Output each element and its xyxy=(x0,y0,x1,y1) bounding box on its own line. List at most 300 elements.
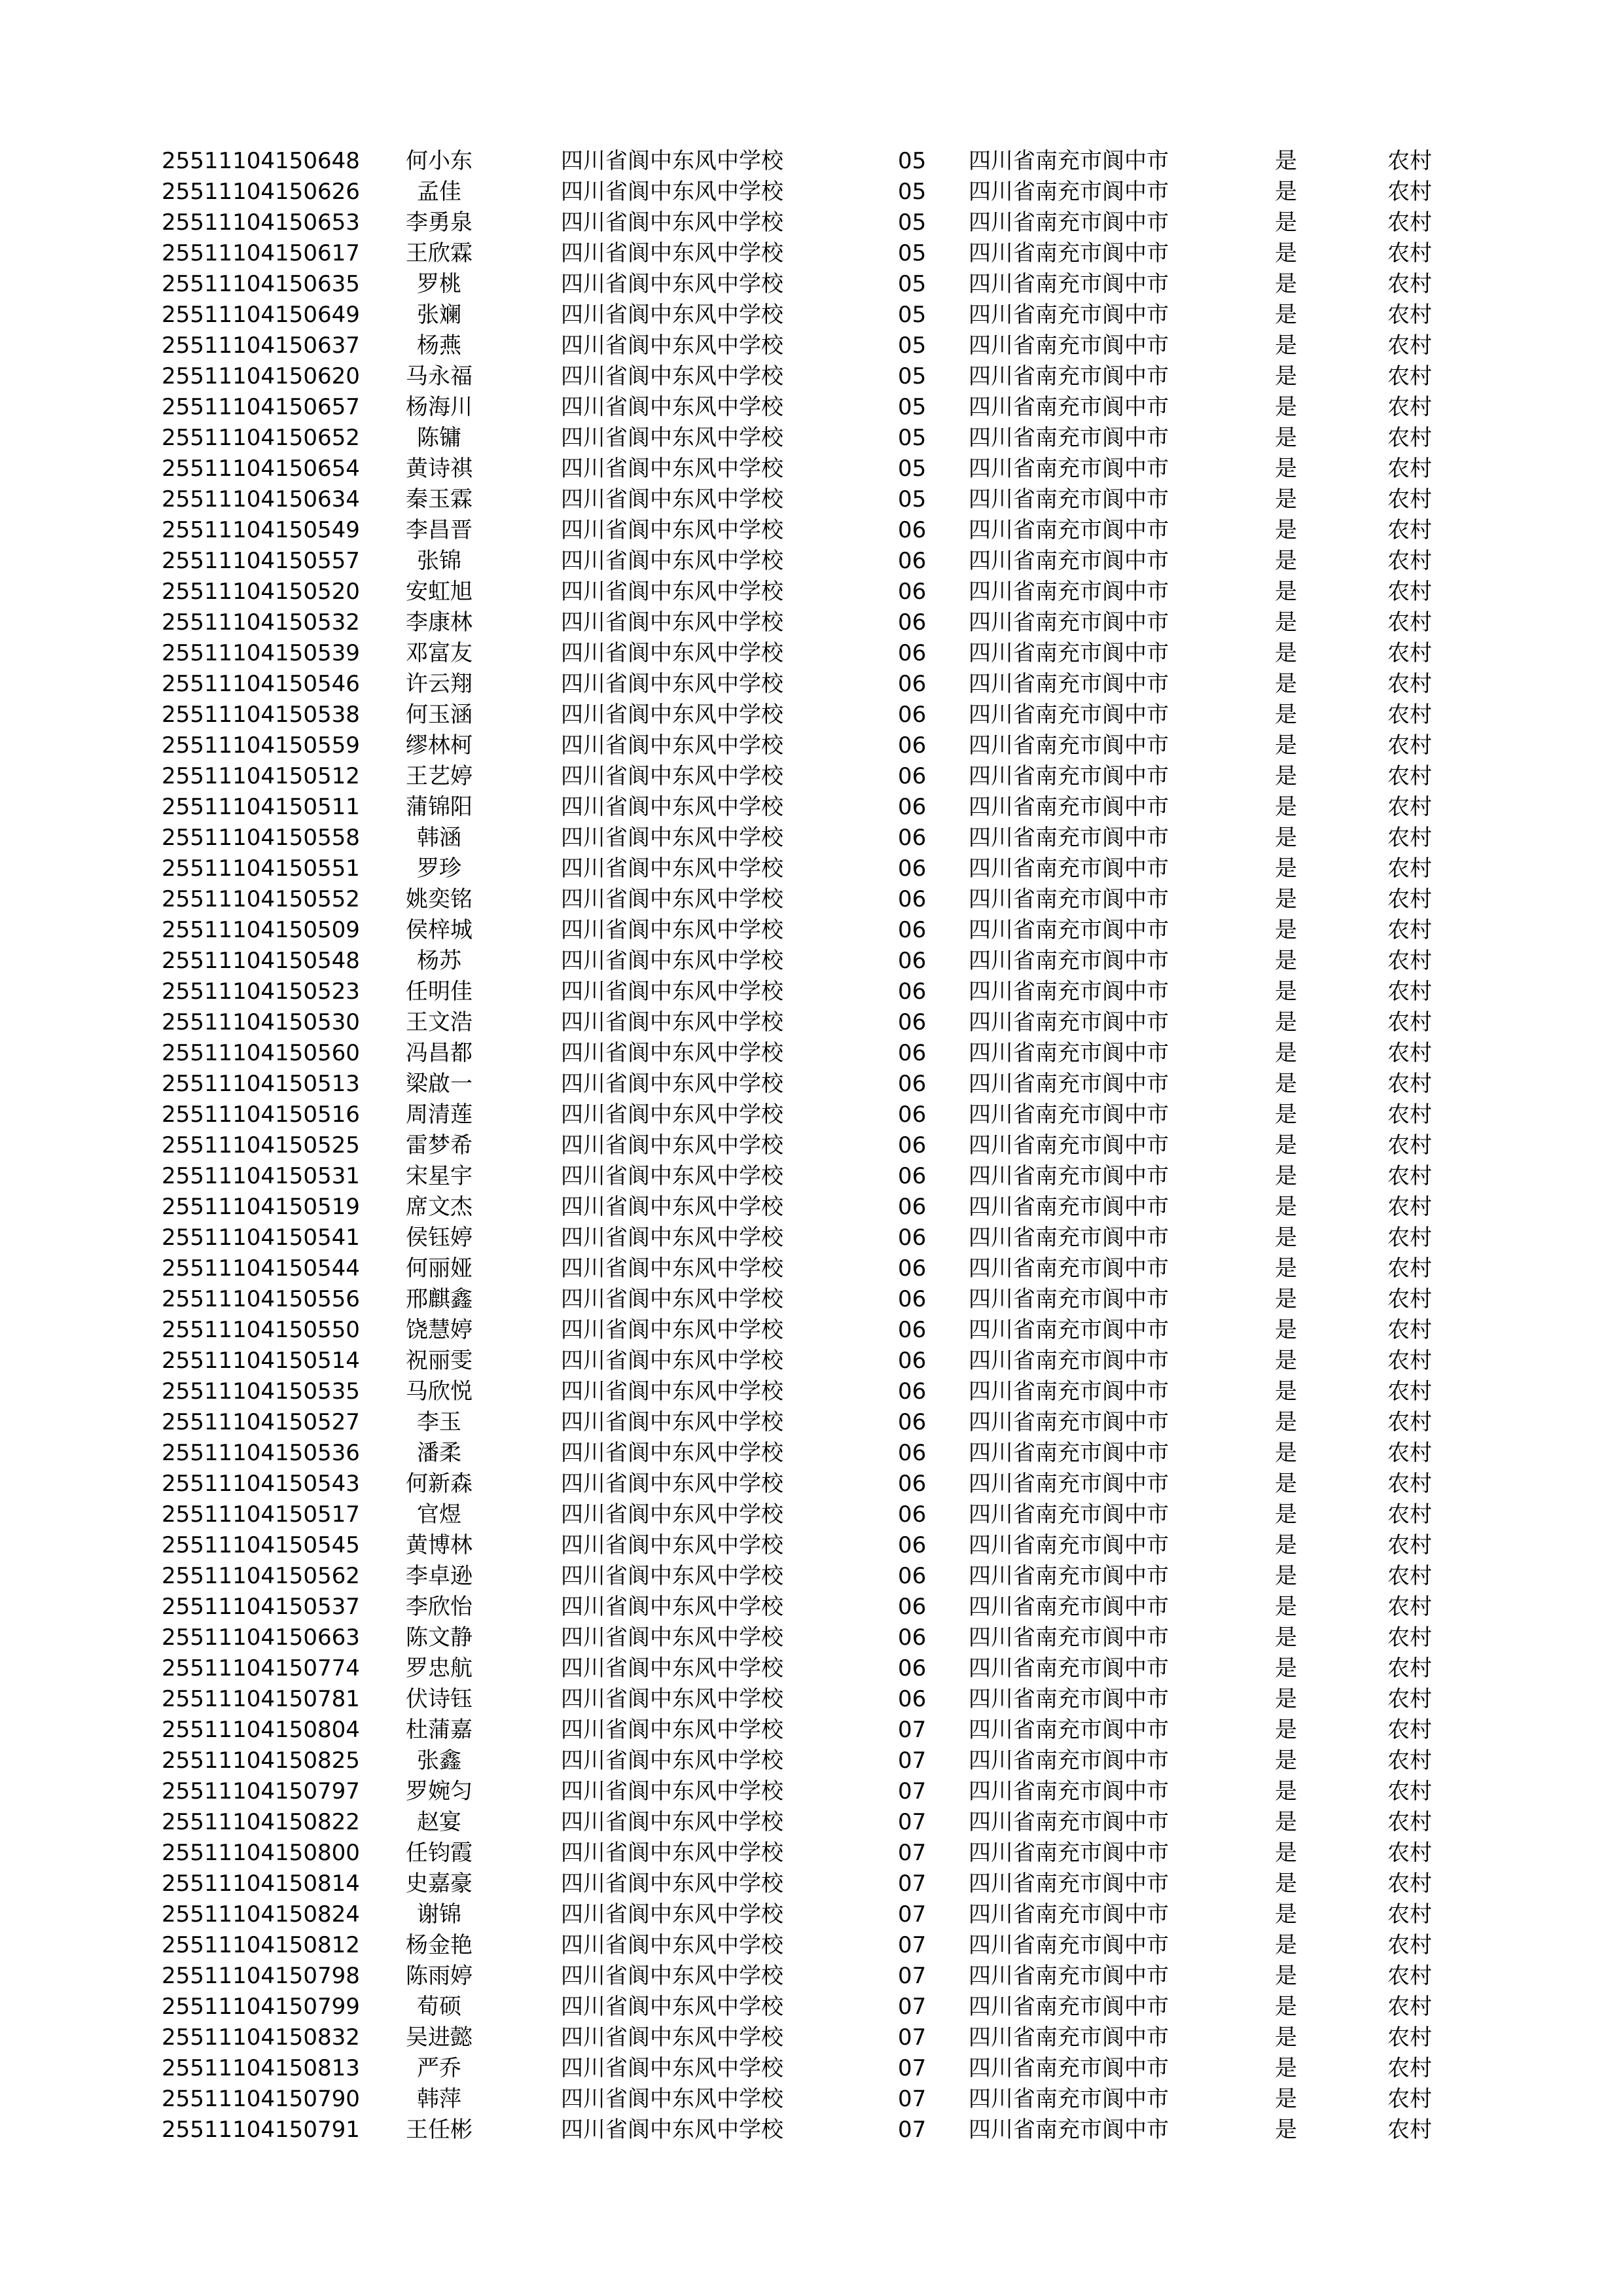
home-address: 四川省南充市阆中市 xyxy=(969,240,1169,266)
eligibility-flag: 是 xyxy=(1275,179,1297,205)
student-name: 杨燕 xyxy=(417,332,461,359)
residence-type: 农村 xyxy=(1387,1132,1432,1158)
student-id: 25511104150635 xyxy=(162,271,360,297)
table-row xyxy=(0,607,1623,638)
student-name: 杨海川 xyxy=(406,394,473,420)
home-address: 四川省南充市阆中市 xyxy=(969,1071,1169,1097)
residence-type: 农村 xyxy=(1387,425,1432,451)
school-name: 四川省阆中东风中学校 xyxy=(561,2086,783,2112)
eligibility-flag: 是 xyxy=(1275,302,1297,328)
home-address: 四川省南充市阆中市 xyxy=(969,855,1169,882)
table-row xyxy=(0,177,1623,207)
school-name: 四川省阆中东风中学校 xyxy=(561,1501,783,1528)
student-id: 25511104150812 xyxy=(162,1932,360,1958)
residence-type: 农村 xyxy=(1387,1163,1432,1189)
home-address: 四川省南充市阆中市 xyxy=(969,425,1169,451)
class-number: 07 xyxy=(898,2117,927,2143)
residence-type: 农村 xyxy=(1387,1778,1432,1804)
school-name: 四川省阆中东风中学校 xyxy=(561,1932,783,1958)
class-number: 07 xyxy=(898,1778,927,1804)
residence-type: 农村 xyxy=(1387,209,1432,236)
student-name: 祝丽雯 xyxy=(406,1348,473,1374)
class-number: 06 xyxy=(898,948,927,974)
class-number: 06 xyxy=(898,1471,927,1497)
student-name: 吴进懿 xyxy=(406,2024,473,2051)
home-address: 四川省南充市阆中市 xyxy=(969,1809,1169,1835)
eligibility-flag: 是 xyxy=(1275,1994,1297,2020)
residence-type: 农村 xyxy=(1387,1963,1432,1989)
residence-type: 农村 xyxy=(1387,271,1432,297)
home-address: 四川省南充市阆中市 xyxy=(969,332,1169,359)
table-row xyxy=(0,484,1623,515)
residence-type: 农村 xyxy=(1387,1932,1432,1958)
class-number: 07 xyxy=(898,1717,927,1743)
home-address: 四川省南充市阆中市 xyxy=(969,209,1169,236)
school-name: 四川省阆中东风中学校 xyxy=(561,825,783,851)
class-number: 06 xyxy=(898,548,927,574)
eligibility-flag: 是 xyxy=(1275,1040,1297,1066)
home-address: 四川省南充市阆中市 xyxy=(969,640,1169,666)
student-name: 王欣霖 xyxy=(406,240,473,266)
school-name: 四川省阆中东风中学校 xyxy=(561,517,783,543)
residence-type: 农村 xyxy=(1387,1532,1432,1558)
student-id: 25511104150512 xyxy=(162,763,360,789)
eligibility-flag: 是 xyxy=(1275,148,1297,174)
student-id: 25511104150663 xyxy=(162,1624,360,1651)
school-name: 四川省阆中东风中学校 xyxy=(561,332,783,359)
class-number: 06 xyxy=(898,825,927,851)
table-row xyxy=(0,761,1623,792)
student-id: 25511104150814 xyxy=(162,1871,360,1897)
student-name: 陈雨婷 xyxy=(406,1963,473,1989)
class-number: 06 xyxy=(898,1040,927,1066)
eligibility-flag: 是 xyxy=(1275,1317,1297,1343)
eligibility-flag: 是 xyxy=(1275,1378,1297,1405)
school-name: 四川省阆中东风中学校 xyxy=(561,702,783,728)
eligibility-flag: 是 xyxy=(1275,1132,1297,1158)
home-address: 四川省南充市阆中市 xyxy=(969,363,1169,389)
residence-type: 农村 xyxy=(1387,1255,1432,1282)
eligibility-flag: 是 xyxy=(1275,1932,1297,1958)
class-number: 06 xyxy=(898,855,927,882)
student-name: 黄博林 xyxy=(406,1532,473,1558)
student-name: 缪林柯 xyxy=(406,732,473,759)
school-name: 四川省阆中东风中学校 xyxy=(561,1255,783,1282)
student-id: 25511104150648 xyxy=(162,148,360,174)
table-row xyxy=(0,700,1623,730)
student-name: 雷梦希 xyxy=(406,1132,473,1158)
table-row xyxy=(0,1684,1623,1715)
student-id: 25511104150558 xyxy=(162,825,360,851)
student-name: 李玉 xyxy=(417,1409,461,1435)
student-id: 25511104150800 xyxy=(162,1840,360,1866)
home-address: 四川省南充市阆中市 xyxy=(969,1932,1169,1958)
student-id: 25511104150543 xyxy=(162,1471,360,1497)
eligibility-flag: 是 xyxy=(1275,394,1297,420)
class-number: 06 xyxy=(898,732,927,759)
residence-type: 农村 xyxy=(1387,1655,1432,1681)
table-row xyxy=(0,1930,1623,1961)
table-row xyxy=(0,1315,1623,1346)
residence-type: 农村 xyxy=(1387,825,1432,851)
residence-type: 农村 xyxy=(1387,794,1432,820)
class-number: 06 xyxy=(898,1009,927,1035)
student-id: 25511104150634 xyxy=(162,486,360,512)
student-name: 何小东 xyxy=(406,148,473,174)
school-name: 四川省阆中东风中学校 xyxy=(561,302,783,328)
eligibility-flag: 是 xyxy=(1275,1871,1297,1897)
class-number: 06 xyxy=(898,917,927,943)
student-name: 李昌晋 xyxy=(406,517,473,543)
school-name: 四川省阆中东风中学校 xyxy=(561,1778,783,1804)
eligibility-flag: 是 xyxy=(1275,948,1297,974)
student-name: 王艺婷 xyxy=(406,763,473,789)
eligibility-flag: 是 xyxy=(1275,1255,1297,1282)
student-id: 25511104150799 xyxy=(162,1994,360,2020)
class-number: 06 xyxy=(898,579,927,605)
residence-type: 农村 xyxy=(1387,1748,1432,1774)
school-name: 四川省阆中东风中学校 xyxy=(561,609,783,636)
class-number: 07 xyxy=(898,1840,927,1866)
table-row xyxy=(0,1007,1623,1038)
home-address: 四川省南充市阆中市 xyxy=(969,1317,1169,1343)
table-row xyxy=(0,1407,1623,1438)
eligibility-flag: 是 xyxy=(1275,1748,1297,1774)
class-number: 06 xyxy=(898,517,927,543)
student-id: 25511104150525 xyxy=(162,1132,360,1158)
eligibility-flag: 是 xyxy=(1275,2086,1297,2112)
class-number: 07 xyxy=(898,1901,927,1928)
class-number: 06 xyxy=(898,1102,927,1128)
table-row xyxy=(0,300,1623,331)
school-name: 四川省阆中东风中学校 xyxy=(561,579,783,605)
home-address: 四川省南充市阆中市 xyxy=(969,886,1169,912)
class-number: 06 xyxy=(898,640,927,666)
class-number: 07 xyxy=(898,1963,927,1989)
table-row xyxy=(0,1623,1623,1653)
table-row xyxy=(0,1715,1623,1746)
table-row xyxy=(0,2084,1623,2115)
table-row xyxy=(0,1438,1623,1469)
class-number: 06 xyxy=(898,1563,927,1589)
eligibility-flag: 是 xyxy=(1275,1009,1297,1035)
eligibility-flag: 是 xyxy=(1275,1778,1297,1804)
school-name: 四川省阆中东风中学校 xyxy=(561,209,783,236)
residence-type: 农村 xyxy=(1387,1286,1432,1312)
school-name: 四川省阆中东风中学校 xyxy=(561,1809,783,1835)
school-name: 四川省阆中东风中学校 xyxy=(561,1009,783,1035)
table-row xyxy=(0,1253,1623,1284)
student-id: 25511104150541 xyxy=(162,1225,360,1251)
school-name: 四川省阆中东风中学校 xyxy=(561,548,783,574)
school-name: 四川省阆中东风中学校 xyxy=(561,394,783,420)
table-row xyxy=(0,884,1623,915)
residence-type: 农村 xyxy=(1387,671,1432,697)
student-name: 陈文静 xyxy=(406,1624,473,1651)
residence-type: 农村 xyxy=(1387,2024,1432,2051)
student-id: 25511104150552 xyxy=(162,886,360,912)
home-address: 四川省南充市阆中市 xyxy=(969,1102,1169,1128)
student-name: 潘柔 xyxy=(417,1440,461,1466)
residence-type: 农村 xyxy=(1387,517,1432,543)
student-name: 马欣悦 xyxy=(406,1378,473,1405)
student-name: 席文杰 xyxy=(406,1194,473,1220)
home-address: 四川省南充市阆中市 xyxy=(969,1163,1169,1189)
residence-type: 农村 xyxy=(1387,2055,1432,2081)
eligibility-flag: 是 xyxy=(1275,640,1297,666)
eligibility-flag: 是 xyxy=(1275,1286,1297,1312)
school-name: 四川省阆中东风中学校 xyxy=(561,1163,783,1189)
student-id: 25511104150556 xyxy=(162,1286,360,1312)
student-id: 25511104150626 xyxy=(162,179,360,205)
table-row xyxy=(0,2053,1623,2084)
home-address: 四川省南充市阆中市 xyxy=(969,1748,1169,1774)
student-name: 李康林 xyxy=(406,609,473,636)
residence-type: 农村 xyxy=(1387,2086,1432,2112)
eligibility-flag: 是 xyxy=(1275,1501,1297,1528)
table-row xyxy=(0,823,1623,853)
student-id: 25511104150551 xyxy=(162,855,360,882)
student-id: 25511104150791 xyxy=(162,2117,360,2143)
eligibility-flag: 是 xyxy=(1275,1655,1297,1681)
student-id: 25511104150797 xyxy=(162,1778,360,1804)
student-id: 25511104150531 xyxy=(162,1163,360,1189)
school-name: 四川省阆中东风中学校 xyxy=(561,1901,783,1928)
student-name: 罗珍 xyxy=(417,855,461,882)
class-number: 06 xyxy=(898,1348,927,1374)
home-address: 四川省南充市阆中市 xyxy=(969,1563,1169,1589)
residence-type: 农村 xyxy=(1387,1009,1432,1035)
class-number: 07 xyxy=(898,1871,927,1897)
residence-type: 农村 xyxy=(1387,978,1432,1005)
school-name: 四川省阆中东风中学校 xyxy=(561,363,783,389)
table-row xyxy=(0,853,1623,884)
school-name: 四川省阆中东风中学校 xyxy=(561,794,783,820)
student-id: 25511104150781 xyxy=(162,1686,360,1712)
residence-type: 农村 xyxy=(1387,2117,1432,2143)
eligibility-flag: 是 xyxy=(1275,363,1297,389)
home-address: 四川省南充市阆中市 xyxy=(969,1871,1169,1897)
table-row xyxy=(0,1992,1623,2022)
student-id: 25511104150550 xyxy=(162,1317,360,1343)
student-name: 宋星宇 xyxy=(406,1163,473,1189)
school-name: 四川省阆中东风中学校 xyxy=(561,1440,783,1466)
table-row xyxy=(0,1530,1623,1561)
home-address: 四川省南充市阆中市 xyxy=(969,609,1169,636)
student-id: 25511104150798 xyxy=(162,1963,360,1989)
class-number: 07 xyxy=(898,1809,927,1835)
home-address: 四川省南充市阆中市 xyxy=(969,825,1169,851)
home-address: 四川省南充市阆中市 xyxy=(969,917,1169,943)
student-id: 25511104150546 xyxy=(162,671,360,697)
home-address: 四川省南充市阆中市 xyxy=(969,1286,1169,1312)
eligibility-flag: 是 xyxy=(1275,486,1297,512)
table-row xyxy=(0,1869,1623,1899)
student-name: 秦玉霖 xyxy=(406,486,473,512)
school-name: 四川省阆中东风中学校 xyxy=(561,1286,783,1312)
home-address: 四川省南充市阆中市 xyxy=(969,1655,1169,1681)
student-id: 25511104150774 xyxy=(162,1655,360,1681)
class-number: 06 xyxy=(898,1071,927,1097)
home-address: 四川省南充市阆中市 xyxy=(969,794,1169,820)
table-row xyxy=(0,1192,1623,1223)
class-number: 05 xyxy=(898,394,927,420)
student-name: 张鑫 xyxy=(417,1748,461,1774)
student-id: 25511104150825 xyxy=(162,1748,360,1774)
school-name: 四川省阆中东风中学校 xyxy=(561,671,783,697)
residence-type: 农村 xyxy=(1387,363,1432,389)
residence-type: 农村 xyxy=(1387,763,1432,789)
home-address: 四川省南充市阆中市 xyxy=(969,1255,1169,1282)
student-name: 何玉涵 xyxy=(406,702,473,728)
home-address: 四川省南充市阆中市 xyxy=(969,732,1169,759)
class-number: 06 xyxy=(898,794,927,820)
school-name: 四川省阆中东风中学校 xyxy=(561,1532,783,1558)
residence-type: 农村 xyxy=(1387,1871,1432,1897)
table-row xyxy=(0,392,1623,423)
home-address: 四川省南充市阆中市 xyxy=(969,763,1169,789)
school-name: 四川省阆中东风中学校 xyxy=(561,886,783,912)
school-name: 四川省阆中东风中学校 xyxy=(561,240,783,266)
eligibility-flag: 是 xyxy=(1275,917,1297,943)
student-id: 25511104150652 xyxy=(162,425,360,451)
residence-type: 农村 xyxy=(1387,1809,1432,1835)
student-name: 任钧霞 xyxy=(406,1840,473,1866)
table-row xyxy=(0,977,1623,1007)
residence-type: 农村 xyxy=(1387,1686,1432,1712)
student-name: 周清莲 xyxy=(406,1102,473,1128)
student-name: 马永福 xyxy=(406,363,473,389)
table-row xyxy=(0,423,1623,454)
school-name: 四川省阆中东风中学校 xyxy=(561,1102,783,1128)
student-id: 25511104150620 xyxy=(162,363,360,389)
student-id: 25511104150530 xyxy=(162,1009,360,1035)
student-id: 25511104150523 xyxy=(162,978,360,1005)
student-id: 25511104150509 xyxy=(162,917,360,943)
student-name: 陈镛 xyxy=(417,425,461,451)
table-row xyxy=(0,454,1623,484)
table-row xyxy=(0,361,1623,392)
eligibility-flag: 是 xyxy=(1275,579,1297,605)
residence-type: 农村 xyxy=(1387,1409,1432,1435)
home-address: 四川省南充市阆中市 xyxy=(969,548,1169,574)
residence-type: 农村 xyxy=(1387,1317,1432,1343)
residence-type: 农村 xyxy=(1387,1225,1432,1251)
class-number: 06 xyxy=(898,702,927,728)
school-name: 四川省阆中东风中学校 xyxy=(561,1132,783,1158)
student-name: 梁啟一 xyxy=(406,1071,473,1097)
residence-type: 农村 xyxy=(1387,1194,1432,1220)
student-id: 25511104150653 xyxy=(162,209,360,236)
eligibility-flag: 是 xyxy=(1275,855,1297,882)
table-row xyxy=(0,1130,1623,1161)
class-number: 05 xyxy=(898,271,927,297)
student-id: 25511104150538 xyxy=(162,702,360,728)
residence-type: 农村 xyxy=(1387,1594,1432,1620)
home-address: 四川省南充市阆中市 xyxy=(969,2024,1169,2051)
student-id: 25511104150617 xyxy=(162,240,360,266)
student-id: 25511104150537 xyxy=(162,1594,360,1620)
table-row xyxy=(0,1592,1623,1623)
student-id: 25511104150790 xyxy=(162,2086,360,2112)
table-row xyxy=(0,1899,1623,1930)
class-number: 05 xyxy=(898,209,927,236)
class-number: 05 xyxy=(898,425,927,451)
school-name: 四川省阆中东风中学校 xyxy=(561,2117,783,2143)
school-name: 四川省阆中东风中学校 xyxy=(561,1717,783,1743)
eligibility-flag: 是 xyxy=(1275,1840,1297,1866)
school-name: 四川省阆中东风中学校 xyxy=(561,1348,783,1374)
home-address: 四川省南充市阆中市 xyxy=(969,271,1169,297)
home-address: 四川省南充市阆中市 xyxy=(969,456,1169,482)
student-name: 冯昌都 xyxy=(406,1040,473,1066)
home-address: 四川省南充市阆中市 xyxy=(969,1501,1169,1528)
school-name: 四川省阆中东风中学校 xyxy=(561,425,783,451)
home-address: 四川省南充市阆中市 xyxy=(969,1594,1169,1620)
home-address: 四川省南充市阆中市 xyxy=(969,394,1169,420)
student-id: 25511104150824 xyxy=(162,1901,360,1928)
table-row xyxy=(0,577,1623,607)
student-id: 25511104150562 xyxy=(162,1563,360,1589)
student-id: 25511104150804 xyxy=(162,1717,360,1743)
school-name: 四川省阆中东风中学校 xyxy=(561,1317,783,1343)
student-id: 25511104150549 xyxy=(162,517,360,543)
table-row xyxy=(0,1746,1623,1776)
eligibility-flag: 是 xyxy=(1275,1963,1297,1989)
residence-type: 农村 xyxy=(1387,1378,1432,1405)
student-id: 25511104150527 xyxy=(162,1409,360,1435)
eligibility-flag: 是 xyxy=(1275,702,1297,728)
class-number: 05 xyxy=(898,486,927,512)
eligibility-flag: 是 xyxy=(1275,1348,1297,1374)
table-row xyxy=(0,1284,1623,1315)
student-name: 赵宴 xyxy=(417,1809,461,1835)
school-name: 四川省阆中东风中学校 xyxy=(561,1624,783,1651)
school-name: 四川省阆中东风中学校 xyxy=(561,148,783,174)
student-name: 韩涵 xyxy=(417,825,461,851)
table-row xyxy=(0,946,1623,977)
eligibility-flag: 是 xyxy=(1275,1071,1297,1097)
student-id: 25511104150832 xyxy=(162,2024,360,2051)
student-name: 侯梓城 xyxy=(406,917,473,943)
home-address: 四川省南充市阆中市 xyxy=(969,1901,1169,1928)
student-name: 蒲锦阳 xyxy=(406,794,473,820)
student-name: 史嘉豪 xyxy=(406,1871,473,1897)
table-row xyxy=(0,1100,1623,1130)
table-row xyxy=(0,1807,1623,1838)
school-name: 四川省阆中东风中学校 xyxy=(561,2055,783,2081)
class-number: 06 xyxy=(898,1194,927,1220)
table-row xyxy=(0,331,1623,361)
home-address: 四川省南充市阆中市 xyxy=(969,978,1169,1005)
class-number: 06 xyxy=(898,1317,927,1343)
home-address: 四川省南充市阆中市 xyxy=(969,1009,1169,1035)
eligibility-flag: 是 xyxy=(1275,1624,1297,1651)
student-id: 25511104150513 xyxy=(162,1071,360,1097)
home-address: 四川省南充市阆中市 xyxy=(969,1994,1169,2020)
home-address: 四川省南充市阆中市 xyxy=(969,2055,1169,2081)
class-number: 06 xyxy=(898,1686,927,1712)
student-name: 李欣怡 xyxy=(406,1594,473,1620)
student-name: 张斓 xyxy=(417,302,461,328)
home-address: 四川省南充市阆中市 xyxy=(969,1471,1169,1497)
home-address: 四川省南充市阆中市 xyxy=(969,1778,1169,1804)
home-address: 四川省南充市阆中市 xyxy=(969,1963,1169,1989)
student-id: 25511104150535 xyxy=(162,1378,360,1405)
residence-type: 农村 xyxy=(1387,579,1432,605)
eligibility-flag: 是 xyxy=(1275,1717,1297,1743)
residence-type: 农村 xyxy=(1387,302,1432,328)
